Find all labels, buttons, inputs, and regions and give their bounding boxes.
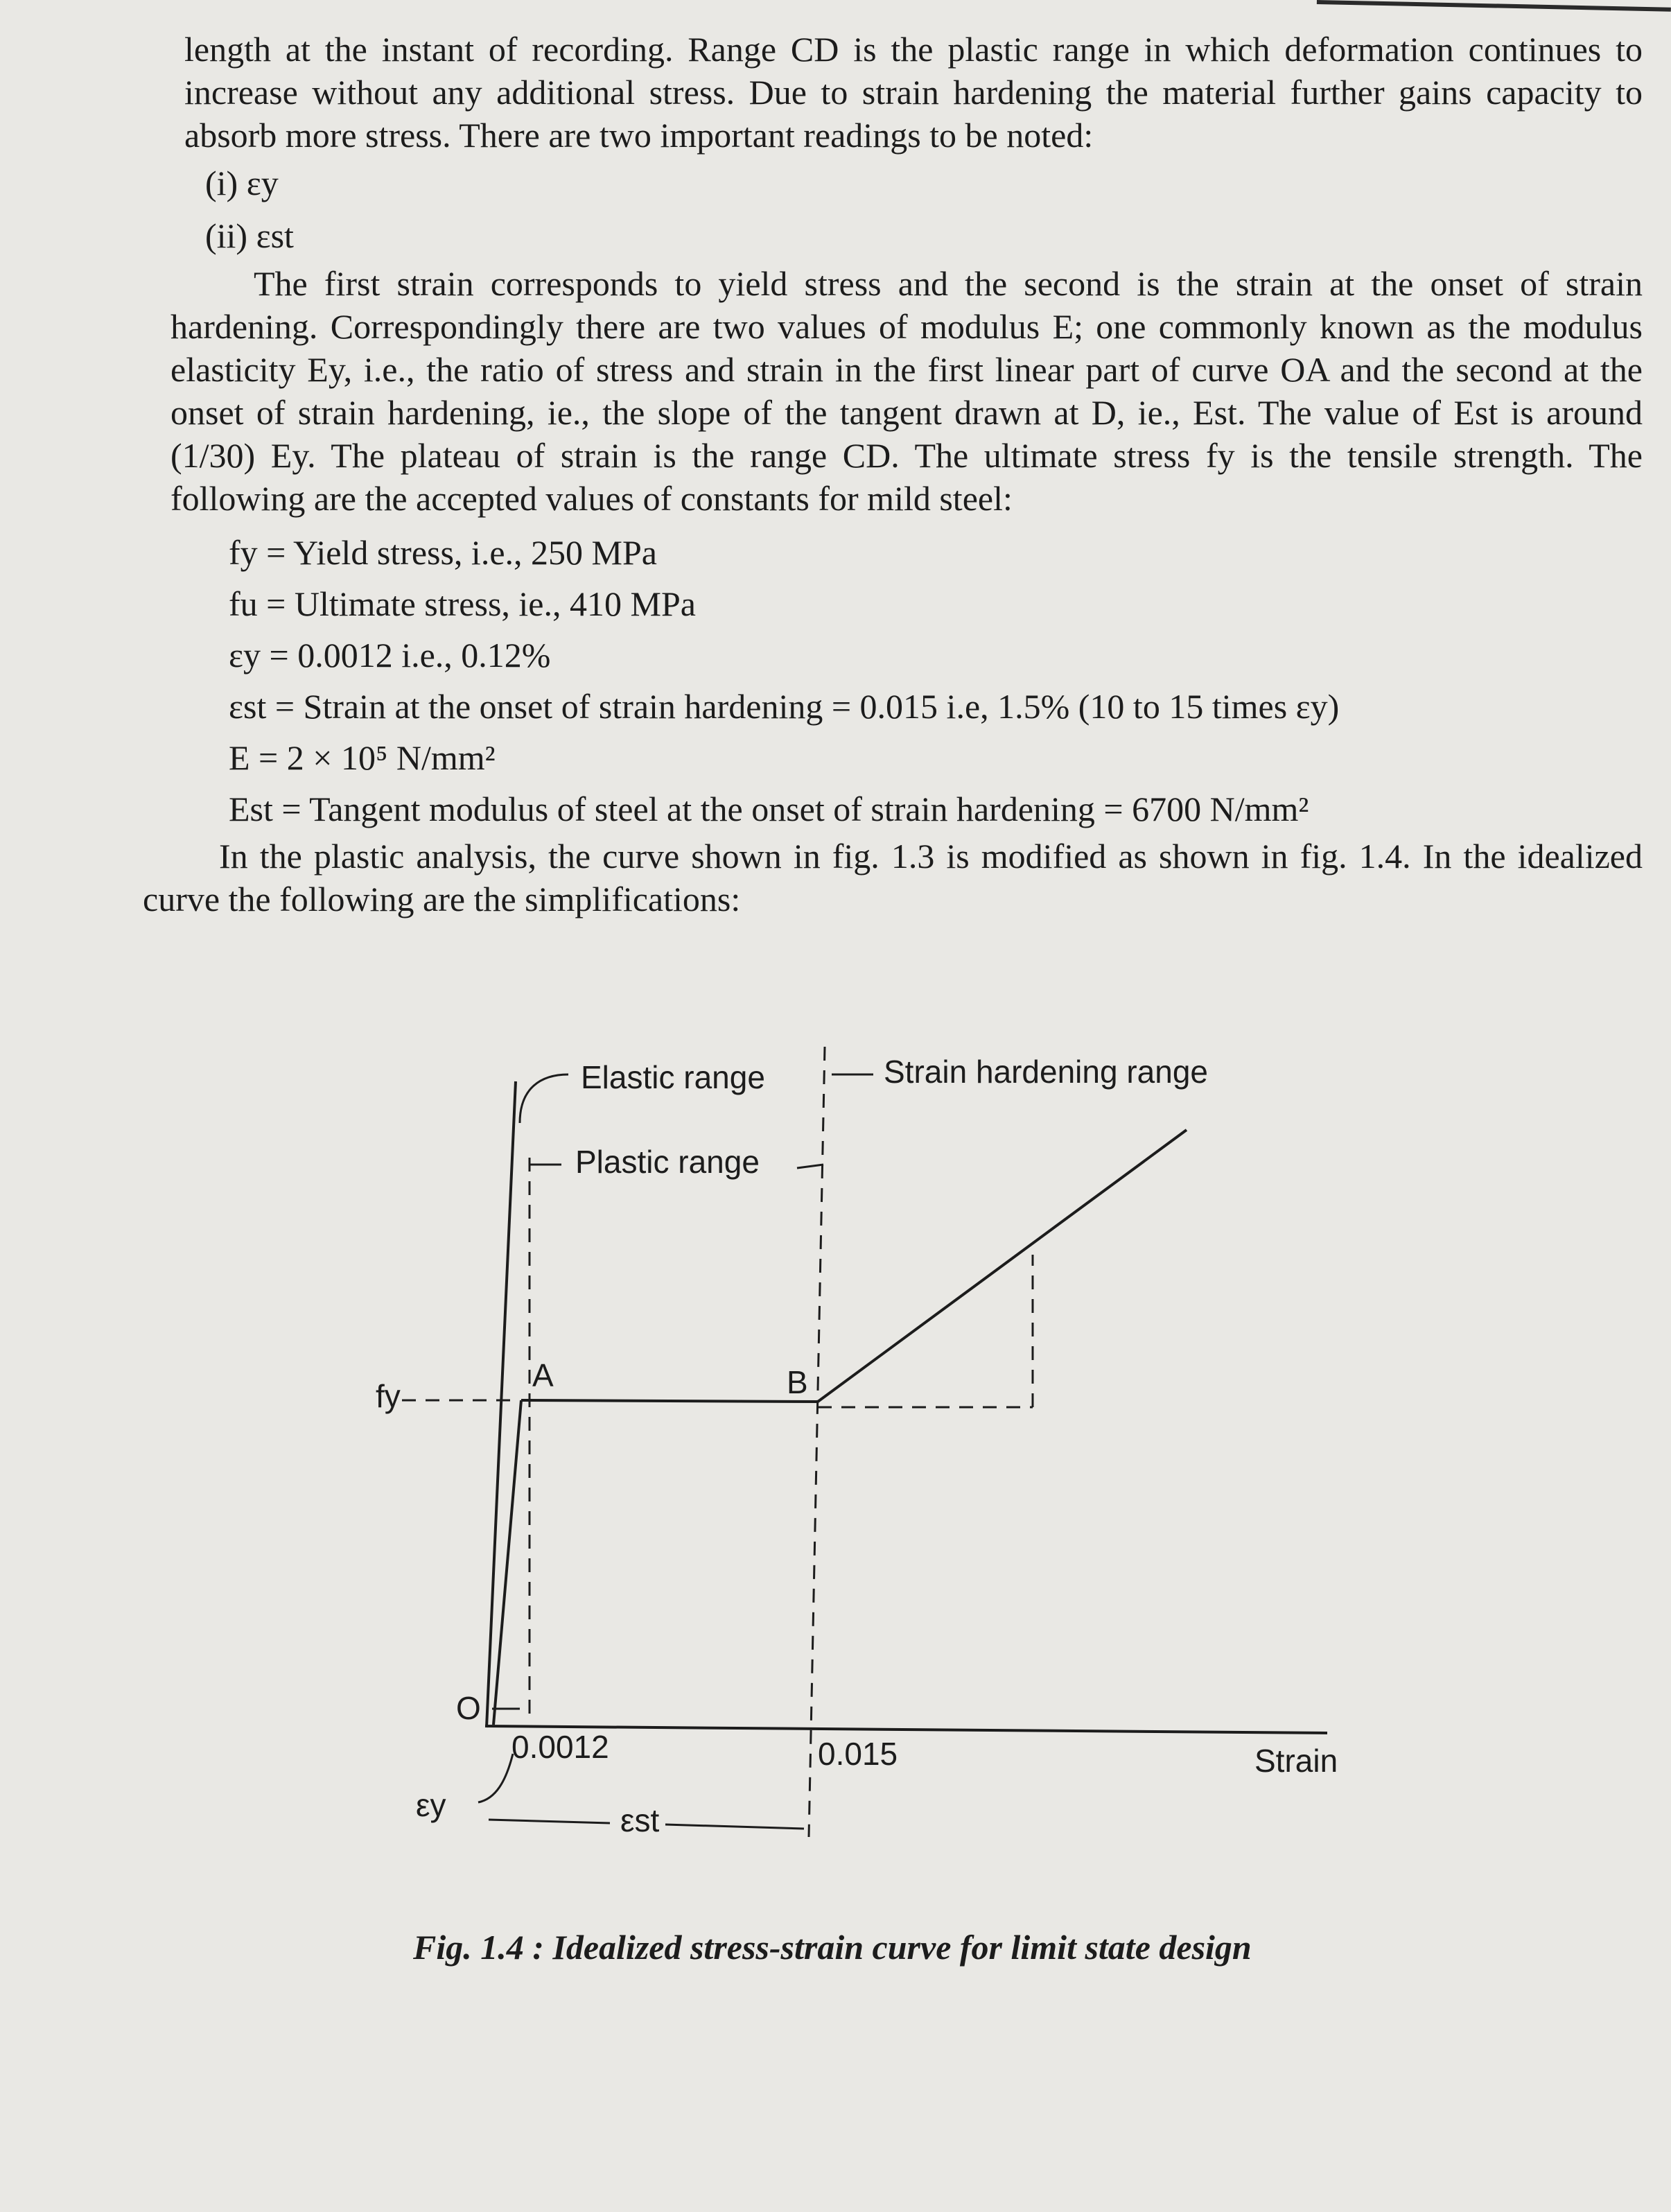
label-strain-axis: Strain <box>1254 1743 1338 1779</box>
label-eps-y: εy <box>416 1787 446 1823</box>
label-origin: O <box>456 1690 481 1726</box>
body-text <box>139 28 1643 921</box>
label-point-a: A <box>532 1357 554 1393</box>
figure-caption: Fig. 1.4 : Idealized stress-strain curve for limit state design <box>413 1928 1252 1967</box>
plastic-pointer-right <box>797 1165 823 1168</box>
elastic-pointer <box>520 1074 568 1123</box>
label-elastic-range: Elastic range <box>581 1059 765 1095</box>
plastic-plateau <box>521 1400 818 1402</box>
reading-item-1: (i) εy <box>205 164 279 202</box>
strain-hardening-line <box>818 1130 1187 1402</box>
label-x-tick-1: 0.0012 <box>511 1729 609 1765</box>
label-fy: fy <box>376 1378 401 1414</box>
label-x-tick-2: 0.015 <box>818 1736 898 1772</box>
constant-tangent-modulus: Est = Tangent modulus of steel at the onset of strain hardening = 6700 N/mm² <box>229 790 1309 828</box>
eps-st-arrow-left <box>489 1820 610 1823</box>
elastic-line <box>493 1400 521 1725</box>
constant-yield-strain: εy = 0.0012 i.e., 0.12% <box>229 636 551 674</box>
paragraph-plastic-analysis: In the plastic analysis, the curve shown in fig. 1.3 is modified as shown in fig. 1.4. In the idealized curve the following are the simplifications: <box>143 837 1643 918</box>
strain-axis <box>485 1726 1327 1733</box>
label-plastic-range: Plastic range <box>575 1144 760 1180</box>
constant-ultimate-stress: fu = Ultimate stress, ie., 410 MPa <box>229 584 696 623</box>
stress-strain-diagram <box>374 1019 1414 1879</box>
eps-y-pointer <box>478 1754 513 1802</box>
paragraph-intro: length at the instant of recording. Range CD is the plastic range in which deformation continues to increase without any additional stress. Due to strain hardening the material further gains capacity to absorb more stress. There are two important readings to be noted: <box>184 30 1643 155</box>
label-strain-hardening-range: Strain hardening range <box>884 1054 1208 1090</box>
constant-hardening-strain: εst = Strain at the onset of strain hardening = 0.015 i.e, 1.5% (10 to 15 times εy) <box>229 687 1340 726</box>
label-eps-st: εst <box>620 1802 660 1838</box>
constant-modulus: E = 2 × 10⁵ N/mm² <box>229 738 496 777</box>
constant-yield-stress: fy = Yield stress, i.e., 250 MPa <box>229 533 657 572</box>
label-point-b: B <box>787 1364 808 1400</box>
reading-item-2: (ii) εst <box>205 216 294 255</box>
paragraph-moduli: The first strain corresponds to yield stress and the second is the strain at the onset of strain hardening. Correspondingly there are two values of modulus E; one commonly known as the modulus elasticity Ey, i.e., the ratio of stress and strain in the first linear part of curve OA and the second at the onset of strain hardening, ie., the slope of the tangent drawn at D, ie., Est. The value of Est is around (1/30) Ey. The plateau of strain is the range CD. The ultimate stress fy is the tensile strength. The following are the accepted values of constants for mild steel: <box>170 264 1643 518</box>
page-top-rule <box>1317 0 1671 12</box>
eps-st-arrow-right <box>665 1825 804 1829</box>
